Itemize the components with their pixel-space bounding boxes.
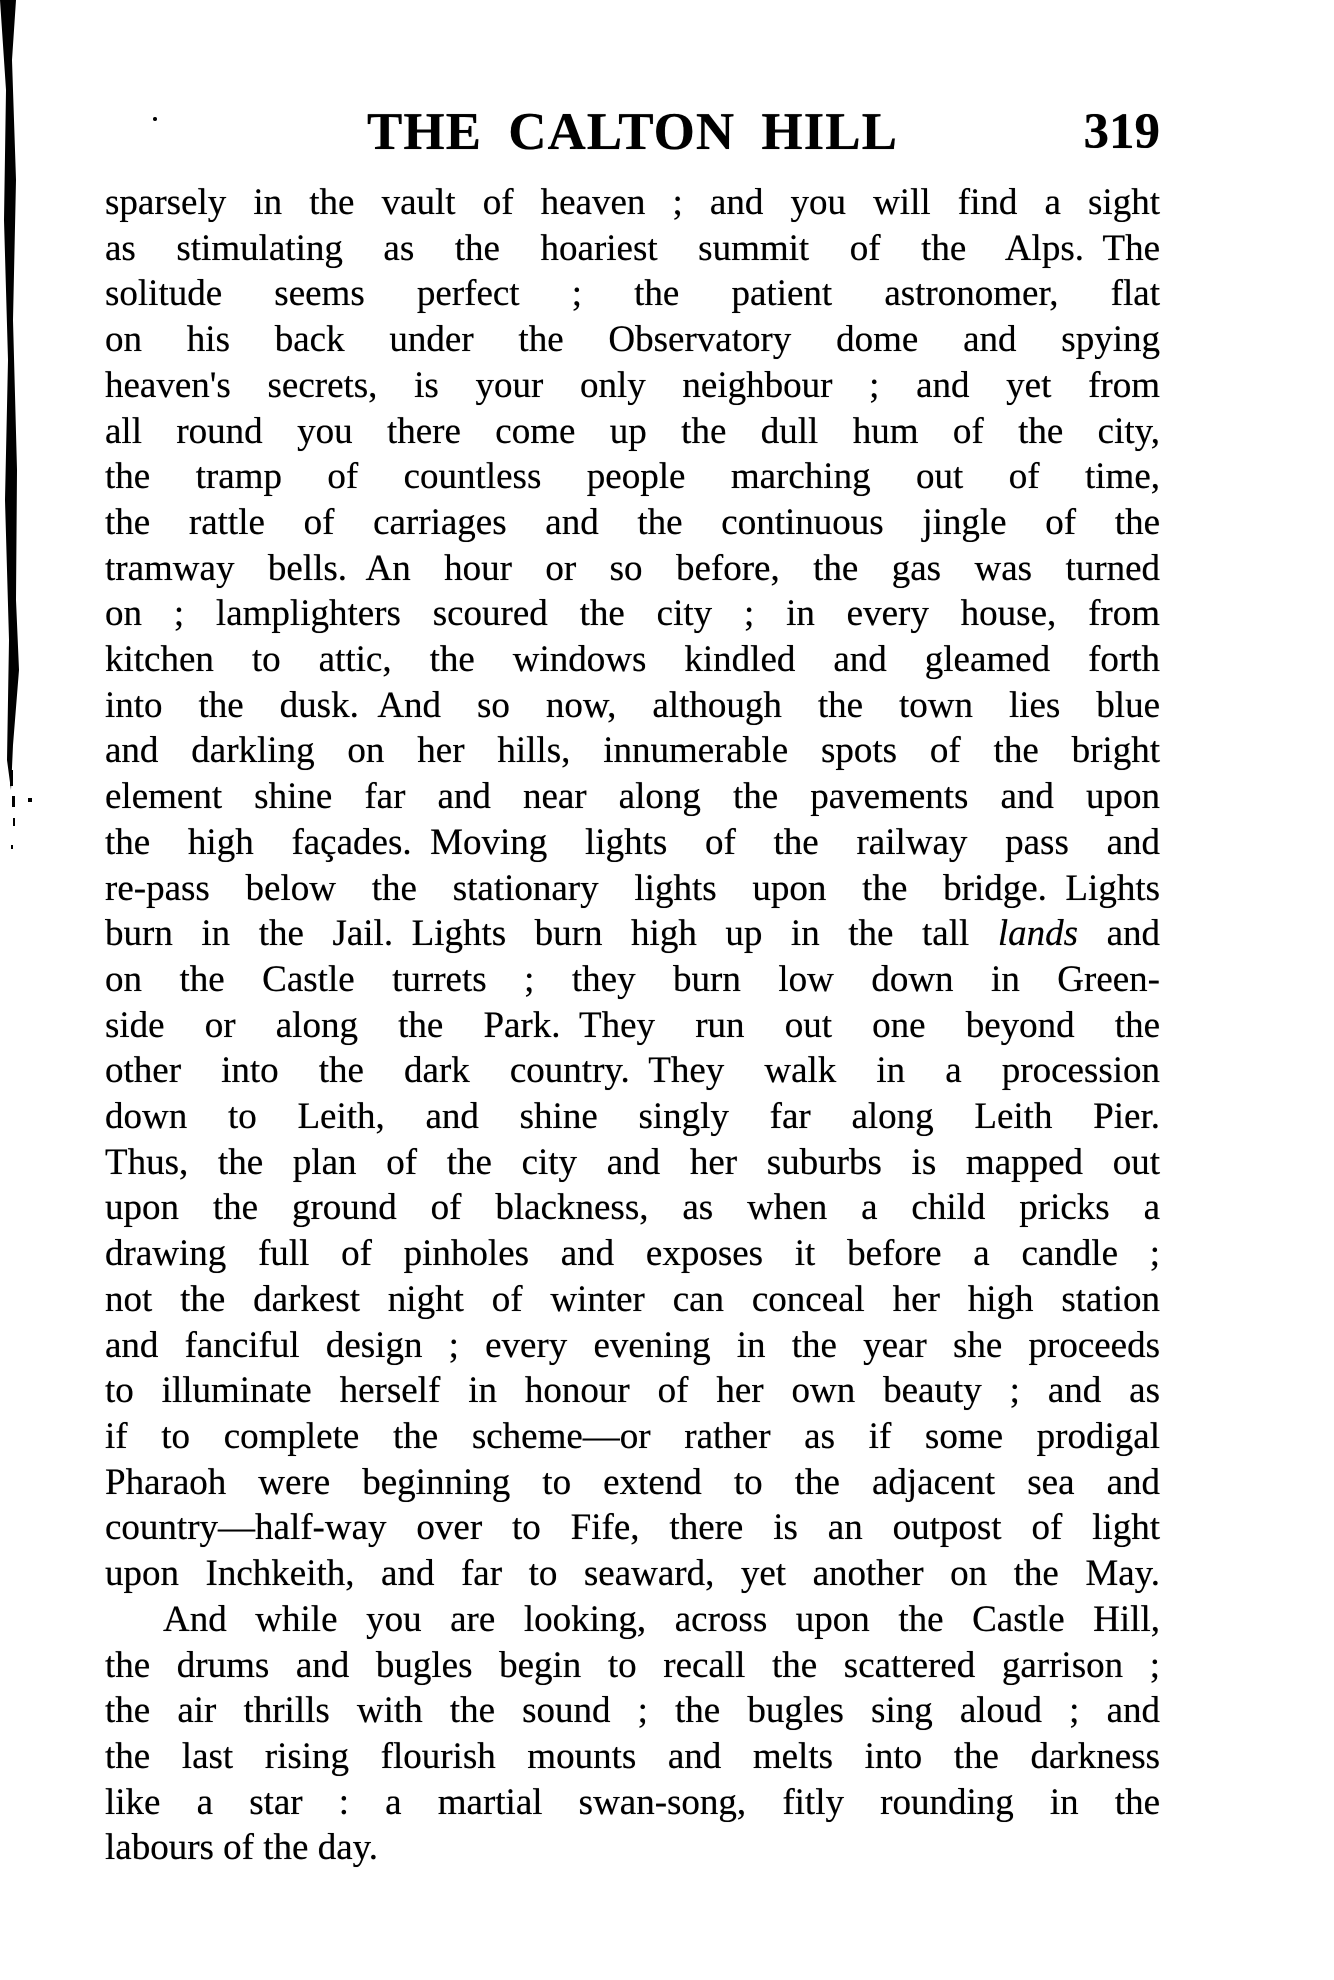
text-line: drawing full of pinholes and exposes it before a candle ;: [105, 1233, 1160, 1275]
text-line: Pharaoh were beginning to extend to the adjacent sea and: [105, 1461, 1160, 1503]
text-line: like a star : a martial swan-song, fitly rounding in the: [105, 1781, 1160, 1823]
text-line: the high façades. Moving lights of the railway pass and: [105, 821, 1160, 863]
text-line: all round you there come up the dull hum of the city,: [105, 410, 1160, 452]
text-line: and darkling on her hills, innumerable spots of the bright: [105, 730, 1160, 772]
binding-shadow-artifact: [0, 0, 48, 900]
text-line: on ; lamplighters scoured the city ; in every house, from: [105, 593, 1160, 635]
text-line: Thus, the plan of the city and her suburbs is mapped out: [105, 1141, 1160, 1183]
text-line: other into the dark country. They walk in a procession: [105, 1050, 1160, 1092]
text-line: burn in the Jail. Lights burn high up in the tall lands and: [105, 913, 1160, 955]
text-line: the air thrills with the sound ; the bugles sing aloud ; and: [105, 1690, 1160, 1732]
text-line: heaven's secrets, is your only neighbour ; and yet from: [105, 364, 1160, 406]
text-line: and fanciful design ; every evening in the year she proceeds: [105, 1324, 1160, 1366]
text-line: as stimulating as the hoariest summit of the Alps. The: [105, 227, 1160, 269]
text-line: the rattle of carriages and the continuous jingle of the: [105, 501, 1160, 543]
text-line: the drums and bugles begin to recall the scattered garrison ;: [105, 1644, 1160, 1686]
text-line: labours of the day.: [105, 1827, 378, 1869]
text-line: into the dusk. And so now, although the town lies blue: [105, 684, 1160, 726]
text-line: solitude seems perfect ; the patient astronomer, flat: [105, 273, 1160, 315]
text-line: re-pass below the stationary lights upon the bridge. Lights: [105, 867, 1160, 909]
text-line: country—half-way over to Fife, there is an outpost of light: [105, 1507, 1160, 1549]
text-line: if to complete the scheme—or rather as if some prodigal: [105, 1415, 1160, 1457]
text-line: the tramp of countless people marching out of time,: [105, 456, 1160, 498]
text-line: not the darkest night of winter can conceal her high station: [105, 1278, 1160, 1320]
text-line: kitchen to attic, the windows kindled and gleamed forth: [105, 639, 1160, 681]
chapter-title: THE CALTON HILL: [367, 103, 898, 161]
text-line: side or along the Park. They run out one beyond the: [105, 1004, 1160, 1046]
page-number: 319: [1083, 104, 1160, 160]
paragraph: [105, 180, 1160, 1597]
running-header: [105, 104, 1160, 160]
text-line: to illuminate herself in honour of her own beauty ; and as: [105, 1370, 1160, 1412]
italic-word: lands: [997, 913, 1079, 955]
text-line: on his back under the Observatory dome and spying: [105, 319, 1160, 361]
text-line: the last rising flourish mounts and melts into the darkness: [105, 1735, 1160, 1777]
text-line: element shine far and near along the pavements and upon: [105, 776, 1160, 818]
text-line: tramway bells. An hour or so before, the gas was turned: [105, 547, 1160, 589]
text-line: down to Leith, and shine singly far along Leith Pier.: [105, 1096, 1160, 1138]
text-line: upon the ground of blackness, as when a child pricks a: [105, 1187, 1160, 1229]
text-line: And while you are looking, across upon the Castle Hill,: [163, 1598, 1160, 1640]
text-line: on the Castle turrets ; they burn low down in Green-: [105, 958, 1160, 1000]
paragraph: [105, 1597, 1160, 1871]
body-text: [105, 180, 1160, 1871]
text-line: upon Inchkeith, and far to seaward, yet another on the May.: [105, 1553, 1160, 1595]
text-line: sparsely in the vault of heaven ; and you will find a sight: [105, 182, 1160, 223]
